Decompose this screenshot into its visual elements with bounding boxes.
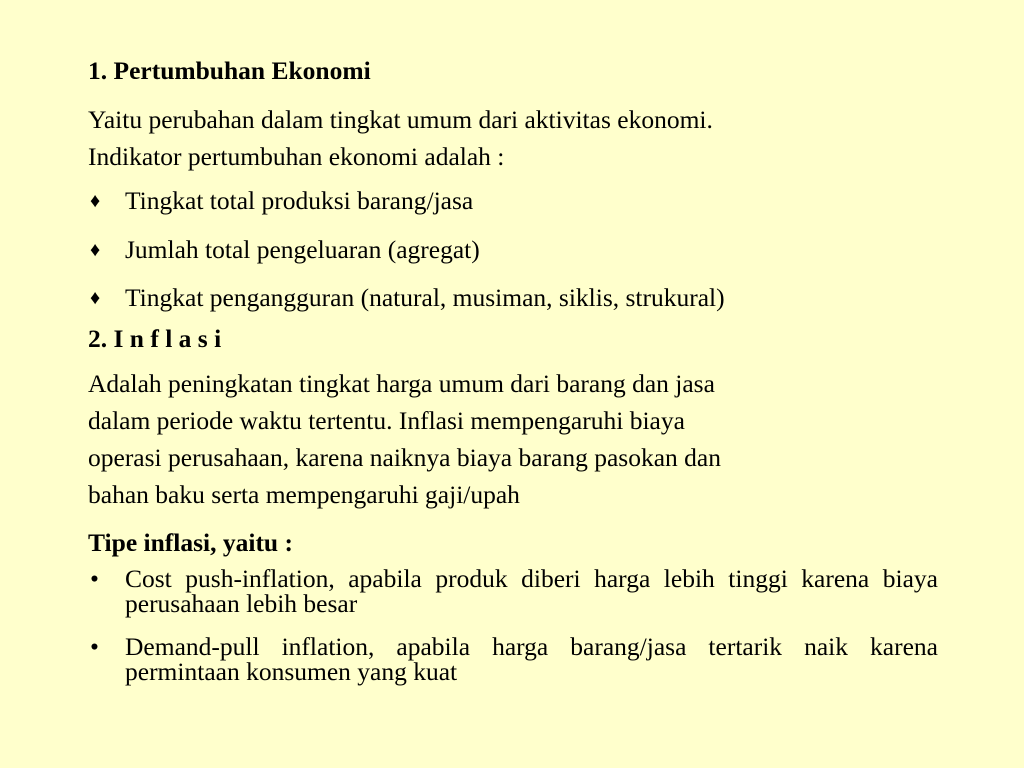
- section-1-intro-line-1: Yaitu perubahan dalam tingkat umum dari aktivitas ekonomi.: [88, 105, 713, 134]
- diamond-bullet-icon: ♦: [90, 190, 101, 212]
- section-2-body-line: dalam periode waktu tertentu. Inflasi mempengaruhi biaya: [88, 406, 685, 435]
- round-bullet-icon: •: [90, 564, 99, 593]
- round-bullet-icon: •: [90, 632, 99, 661]
- inflation-type-item: Demand-pull inflation, apabila harga barang/jasa tertarik naik karena permintaan konsumen yang kuat: [125, 632, 938, 686]
- section-2-body-line: Adalah peningkatan tingkat harga umum dari barang dan jasa: [88, 369, 715, 398]
- section-2-heading: 2. I n f l a s i: [88, 324, 222, 353]
- diamond-bullet-icon: ♦: [90, 287, 101, 309]
- inflation-types-heading: Tipe inflasi, yaitu :: [88, 528, 293, 557]
- inflation-type-item: Cost push-inflation, apabila produk diberi harga lebih tinggi karena biaya perusahaan lebih besar: [125, 564, 938, 618]
- section-2-body-line: operasi perusahaan, karena naiknya biaya barang pasokan dan: [88, 443, 721, 472]
- section-1-intro-line-2: Indikator pertumbuhan ekonomi adalah :: [88, 142, 505, 171]
- diamond-bullet-icon: ♦: [90, 239, 101, 261]
- indicator-item: Tingkat total produksi barang/jasa: [125, 186, 474, 215]
- indicator-item: Tingkat pengangguran (natural, musiman, siklis, strukural): [125, 283, 725, 312]
- section-1-heading: 1. Pertumbuhan Ekonomi: [88, 56, 371, 85]
- indicator-item: Jumlah total pengeluaran (agregat): [125, 235, 480, 264]
- section-2-body-line: bahan baku serta mempengaruhi gaji/upah: [88, 480, 520, 509]
